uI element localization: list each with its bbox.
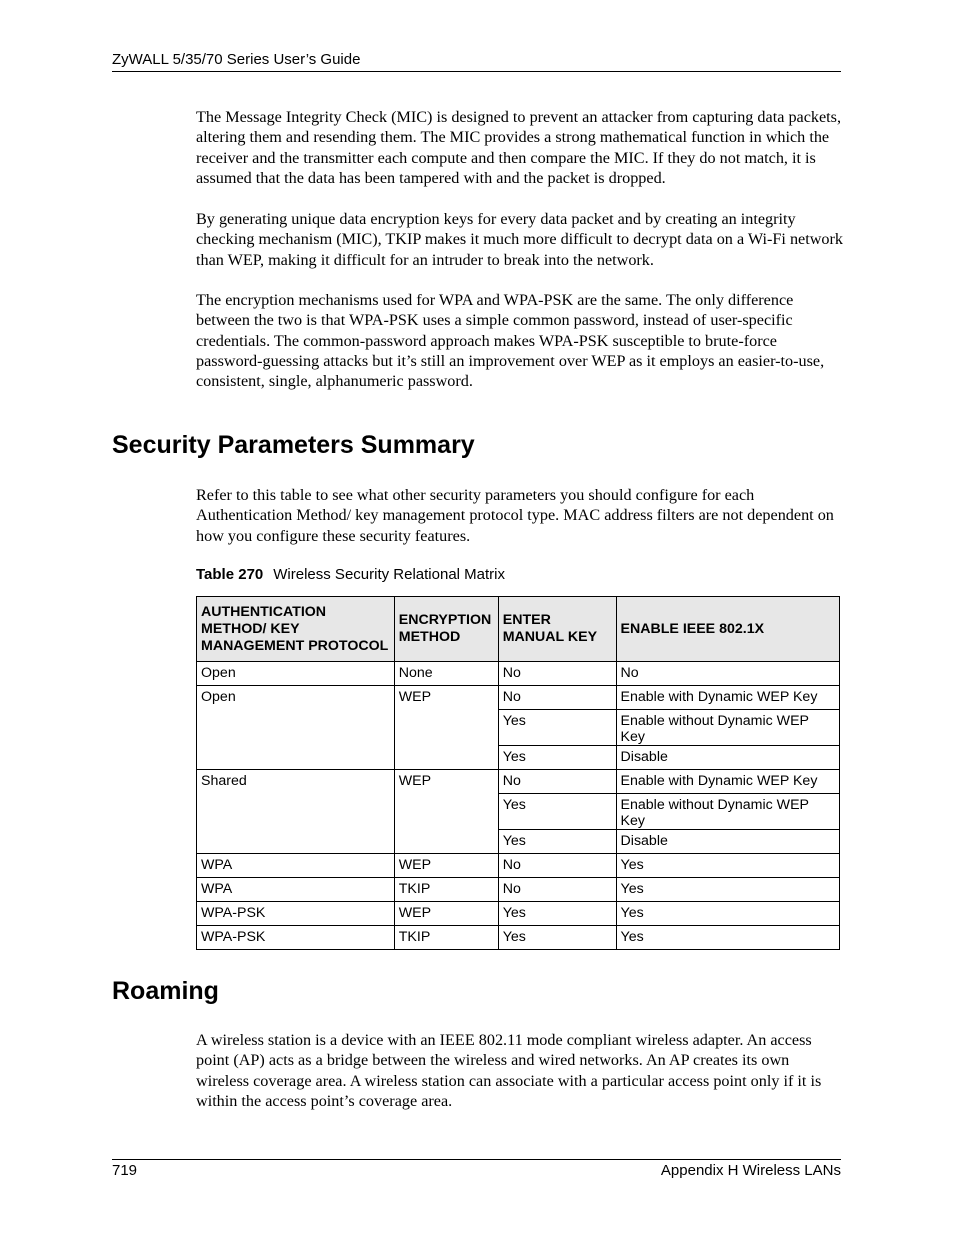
table-row (197, 770, 840, 794)
cell-encryption: WEP (394, 902, 498, 926)
cell-encryption: TKIP (394, 926, 498, 950)
cell-manual-key: No (498, 686, 616, 710)
cell-encryption: None (394, 662, 498, 686)
cell-manual-key: Yes (498, 830, 616, 854)
running-header: ZyWALL 5/35/70 Series User’s Guide (112, 51, 361, 68)
table-row (197, 854, 840, 878)
table-row (197, 686, 840, 710)
cell-manual-key: Yes (498, 746, 616, 770)
paragraph-wpa-psk: The encryption mechanisms used for WPA and WPA-PSK are the same. The only difference between the two is that WPA-PSK uses a simple common password, instead of user-specific credentials. The common-password approach makes WPA-PSK susceptible to brute-force password-guessing attacks but it’s still an improvement over WEP as it employs an easier-to-use, consistent, single, alphanumeric password. (196, 291, 825, 391)
security-parameters-heading: Security Parameters Summary (112, 431, 475, 459)
cell-authentication: Open (197, 662, 395, 686)
table-row (197, 926, 840, 950)
table-row (197, 878, 840, 902)
cell-manual-key: No (498, 662, 616, 686)
cell-authentication: Open (197, 686, 395, 770)
cell-authentication: WPA-PSK (197, 926, 395, 950)
cell-ieee-8021x: Enable without Dynamic WEP Key (616, 710, 839, 746)
cell-ieee-8021x: Disable (616, 746, 839, 770)
column-header-manual-key: ENTER MANUAL KEY (498, 597, 616, 662)
cell-authentication: WPA (197, 854, 395, 878)
cell-ieee-8021x: Yes (616, 902, 839, 926)
cell-ieee-8021x: Enable without Dynamic WEP Key (616, 794, 839, 830)
wireless-security-matrix-table (196, 596, 840, 950)
table-caption-text: Wireless Security Relational Matrix (273, 566, 505, 583)
table-header-row (197, 597, 840, 662)
cell-manual-key: Yes (498, 926, 616, 950)
footer-section-title: Appendix H Wireless LANs (660, 1162, 841, 1179)
cell-manual-key: No (498, 878, 616, 902)
roaming-paragraph: A wireless station is a device with an IEEE 802.11 mode compliant wireless adapter. An access point (AP) acts as a bridge between the wireless and wired networks. An AP creates its own wireless coverage area. A wireless station can associate with a particular access point only if it is within the access point’s coverage area. (196, 1031, 822, 1110)
roaming-heading: Roaming (112, 977, 219, 1005)
cell-ieee-8021x: Enable with Dynamic WEP Key (616, 686, 839, 710)
column-header-ieee-8021x: ENABLE IEEE 802.1X (616, 597, 839, 662)
cell-authentication: WPA (197, 878, 395, 902)
cell-ieee-8021x: Disable (616, 830, 839, 854)
cell-ieee-8021x: Yes (616, 878, 839, 902)
security-intro-paragraph: Refer to this table to see what other security parameters you should configure for each Authentication Method/ key management protocol type. MAC address filters are not dependent on how you configure these security features. (196, 486, 834, 545)
paragraph-mic: The Message Integrity Check (MIC) is designed to prevent an attacker from capturing data packets, altering them and resending them. The MIC provides a strong mathematical function in which the receiver and the transmitter each compute and then compare the MIC. If they do not match, it is assumed that the data has been tampered with and the packet is dropped. (196, 108, 842, 187)
cell-manual-key: Yes (498, 902, 616, 926)
cell-ieee-8021x: No (616, 662, 839, 686)
cell-authentication: Shared (197, 770, 395, 854)
cell-authentication: WPA-PSK (197, 902, 395, 926)
footer-divider (112, 1159, 841, 1160)
cell-manual-key: Yes (498, 710, 616, 746)
paragraph-tkip: By generating unique data encryption keys for every data packet and by creating an integrity checking mechanism (MIC), TKIP makes it much more difficult to decrypt data on a Wi-Fi network than WEP, making it difficult for an intruder to break into the network. (196, 210, 843, 269)
column-header-encryption: ENCRYPTION METHOD (394, 597, 498, 662)
cell-encryption: WEP (394, 770, 498, 854)
cell-manual-key: Yes (498, 794, 616, 830)
table-caption (196, 566, 505, 583)
column-header-authentication: AUTHENTICATION METHOD/ KEY MANAGEMENT PROTOCOL (197, 597, 395, 662)
table-row (197, 662, 840, 686)
cell-encryption: WEP (394, 854, 498, 878)
page-number: 719 (112, 1162, 138, 1179)
table-row (197, 902, 840, 926)
table-caption-label: Table 270 (196, 566, 264, 583)
cell-manual-key: No (498, 854, 616, 878)
header-divider (112, 71, 841, 72)
cell-ieee-8021x: Enable with Dynamic WEP Key (616, 770, 839, 794)
cell-ieee-8021x: Yes (616, 926, 839, 950)
cell-encryption: TKIP (394, 878, 498, 902)
cell-encryption: WEP (394, 686, 498, 770)
cell-ieee-8021x: Yes (616, 854, 839, 878)
cell-manual-key: No (498, 770, 616, 794)
